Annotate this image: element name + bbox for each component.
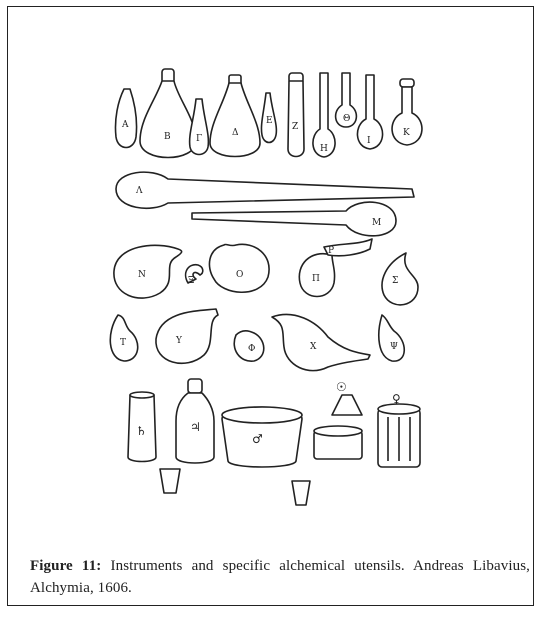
cup-small-right bbox=[292, 481, 310, 505]
phial-gamma bbox=[190, 99, 209, 155]
letter-chi: Χ bbox=[310, 342, 317, 352]
letter-tau: Τ bbox=[120, 338, 127, 348]
letter-beta: Β bbox=[164, 132, 171, 142]
letter-delta: Δ bbox=[232, 128, 239, 138]
retort-chi bbox=[272, 314, 370, 370]
figure-caption bbox=[30, 555, 530, 599]
letter-epsilon: Ε bbox=[266, 116, 273, 126]
sun-symbol: ☉ bbox=[336, 380, 347, 394]
cup-small-left bbox=[160, 469, 180, 493]
mars-symbol: ♂ bbox=[252, 432, 263, 446]
jupiter-symbol: ♃ bbox=[190, 420, 201, 434]
letter-iota: Ι bbox=[367, 136, 371, 146]
figure-label: Figure 11: bbox=[30, 558, 102, 574]
retort-omicron bbox=[209, 244, 269, 292]
tube-zeta bbox=[288, 73, 304, 157]
letter-zeta: Ζ bbox=[292, 122, 299, 132]
letter-mu: Μ bbox=[372, 218, 382, 228]
saturn-symbol: ♄ bbox=[136, 424, 147, 438]
letter-gamma: Γ bbox=[196, 134, 203, 144]
retort-psi bbox=[379, 315, 404, 361]
cone-lid-sun bbox=[332, 395, 362, 415]
letter-sigma: Σ bbox=[392, 276, 399, 286]
long-flask-mu bbox=[192, 202, 396, 236]
box-sun bbox=[314, 426, 362, 459]
letter-kappa: Κ bbox=[403, 128, 410, 138]
letter-theta: Θ bbox=[343, 114, 351, 124]
letter-pi: Π bbox=[312, 274, 320, 284]
flask-delta bbox=[210, 75, 260, 157]
letter-upsilon: Υ bbox=[176, 336, 182, 346]
letter-nu: Ν bbox=[138, 270, 146, 280]
letter-lambda: Λ bbox=[136, 186, 143, 196]
retort-sigma bbox=[382, 253, 418, 305]
cylinder-venus bbox=[378, 404, 420, 467]
flask-alpha bbox=[115, 89, 136, 148]
figure-caption-text: Instruments and specific alchemical utensils. Andreas Libavius, Alchymia, 1606. bbox=[30, 558, 530, 596]
figure-frame bbox=[7, 6, 534, 606]
flask-beta bbox=[140, 69, 196, 158]
letter-omicron: Ο bbox=[236, 270, 244, 280]
venus-symbol: ♀ bbox=[392, 392, 401, 406]
letter-rho: Ρ bbox=[328, 246, 335, 256]
retort-upsilon bbox=[156, 309, 218, 363]
letter-eta: Η bbox=[320, 144, 328, 154]
letter-phi: Φ bbox=[248, 344, 256, 354]
engraving-plate bbox=[96, 59, 436, 521]
letter-alpha: Α bbox=[122, 120, 129, 130]
letter-psi: Ψ bbox=[390, 342, 398, 352]
letter-xi: Ξ bbox=[188, 276, 195, 286]
retort-nu bbox=[114, 245, 182, 298]
